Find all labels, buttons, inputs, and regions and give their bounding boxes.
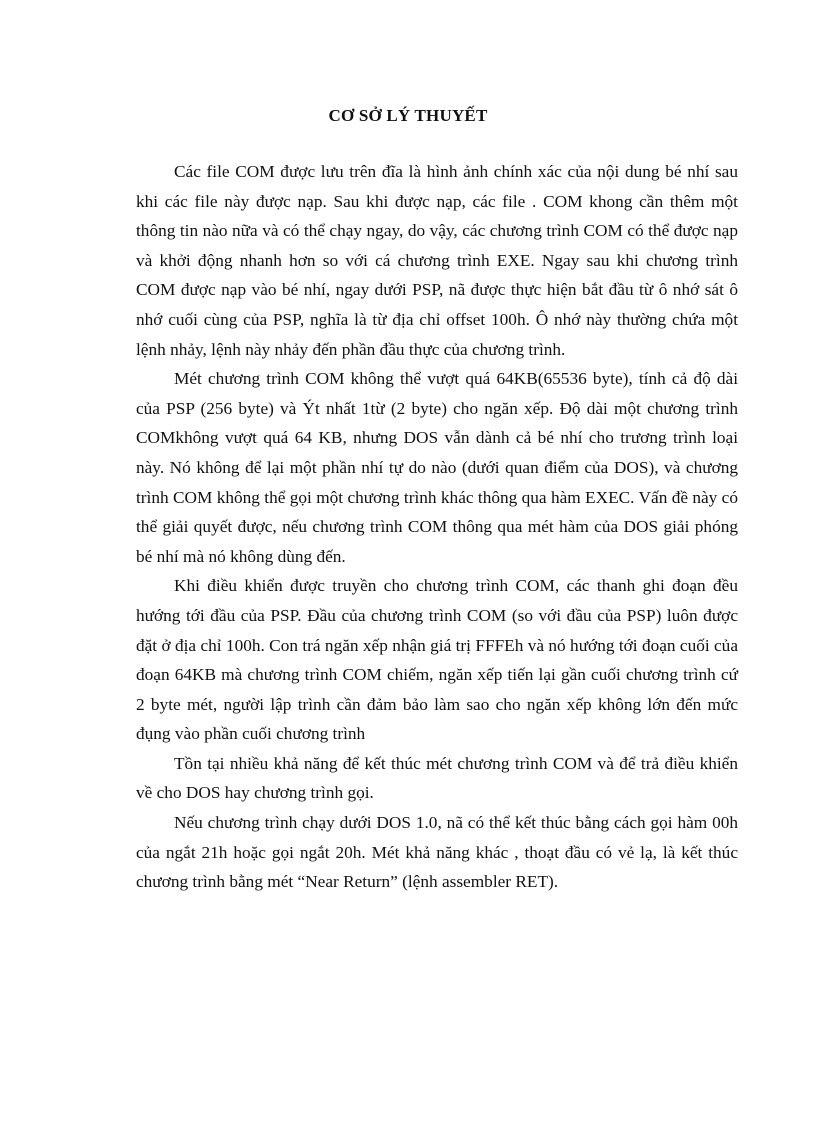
paragraph-5: Nếu chương trình chạy dưới DOS 1.0, nã có thể kết thúc bằng cách gọi hàm 00h của ngắt 21h hoặc gọi ngắt 20h. Mét khả năng khác , thoạt đầu có vẻ lạ, là kết thúc chương trình bằng mét “Near Return” (lệnh assembler RET).: [136, 813, 738, 892]
document-body: [136, 157, 738, 897]
paragraph-2: Mét chương trình COM không thể vượt quá 64KB(65536 byte), tính cả độ dài của PSP (256 byte) và Ýt nhất 1từ (2 byte) cho ngăn xếp. Độ dài một chương trình COMkhông vượt quá 64 KB, nhưng DOS vẫn dành cả bé nhí cho trương trình loại này. Nó không để lại một phần nhí tự do nào (dưới quan điểm của DOS), và chương trình COM không thể gọi một chương trình khác thông qua hàm EXEC. Vấn đề này có thể giải quyết được, nếu chương trình COM thông qua mét hàm của DOS giải phóng bé nhí mà nó không dùng đến.: [136, 369, 738, 566]
paragraph-4: Tồn tại nhiều khả năng để kết thúc mét chương trình COM và để trả điều khiển về cho DOS hay chương trình gọi.: [136, 753, 738, 803]
page-title: CƠ SỞ LÝ THUYẾT: [328, 106, 488, 125]
paragraph-3: Khi điều khiển được truyền cho chương trình COM, các thanh ghi đoạn đều hướng tới đầu của PSP. Đầu của chương trình COM (so với đầu của PSP) luôn được đặt ở địa chỉ 100h. Con trá ngăn xếp nhận giá trị FFFEh và nó hướng tới đoạn cuối của đoạn 64KB mà chương trình COM chiếm, ngăn xếp tiến lại gần cuối chương trình cứ 2 byte mét, người lập trình cần đảm bảo làm sao cho ngăn xếp không lớn đến mức đụng vào phần cuối chương trình: [136, 576, 738, 744]
paragraph-1: Các file COM được lưu trên đĩa là hình ảnh chính xác của nội dung bé nhí sau khi các file này được nạp. Sau khi được nạp, các file . COM khong cần thêm một thông tin nào nữa và có thể chạy ngay, do vậy, các chương trình COM có thể được nạp và khởi động nhanh hơn so với cá chương trình EXE. Ngay sau khi chương trình COM được nạp vào bé nhí, ngay dưới PSP, nã được thực hiện bắt đầu từ ô nhớ sát ô nhớ cuối cùng của PSP, nghĩa là từ địa chỉ offset 100h. Ô nhớ này thường chứa một lệnh nhảy, lệnh này nhảy đến phần đầu thực của chương trình.: [136, 162, 738, 359]
